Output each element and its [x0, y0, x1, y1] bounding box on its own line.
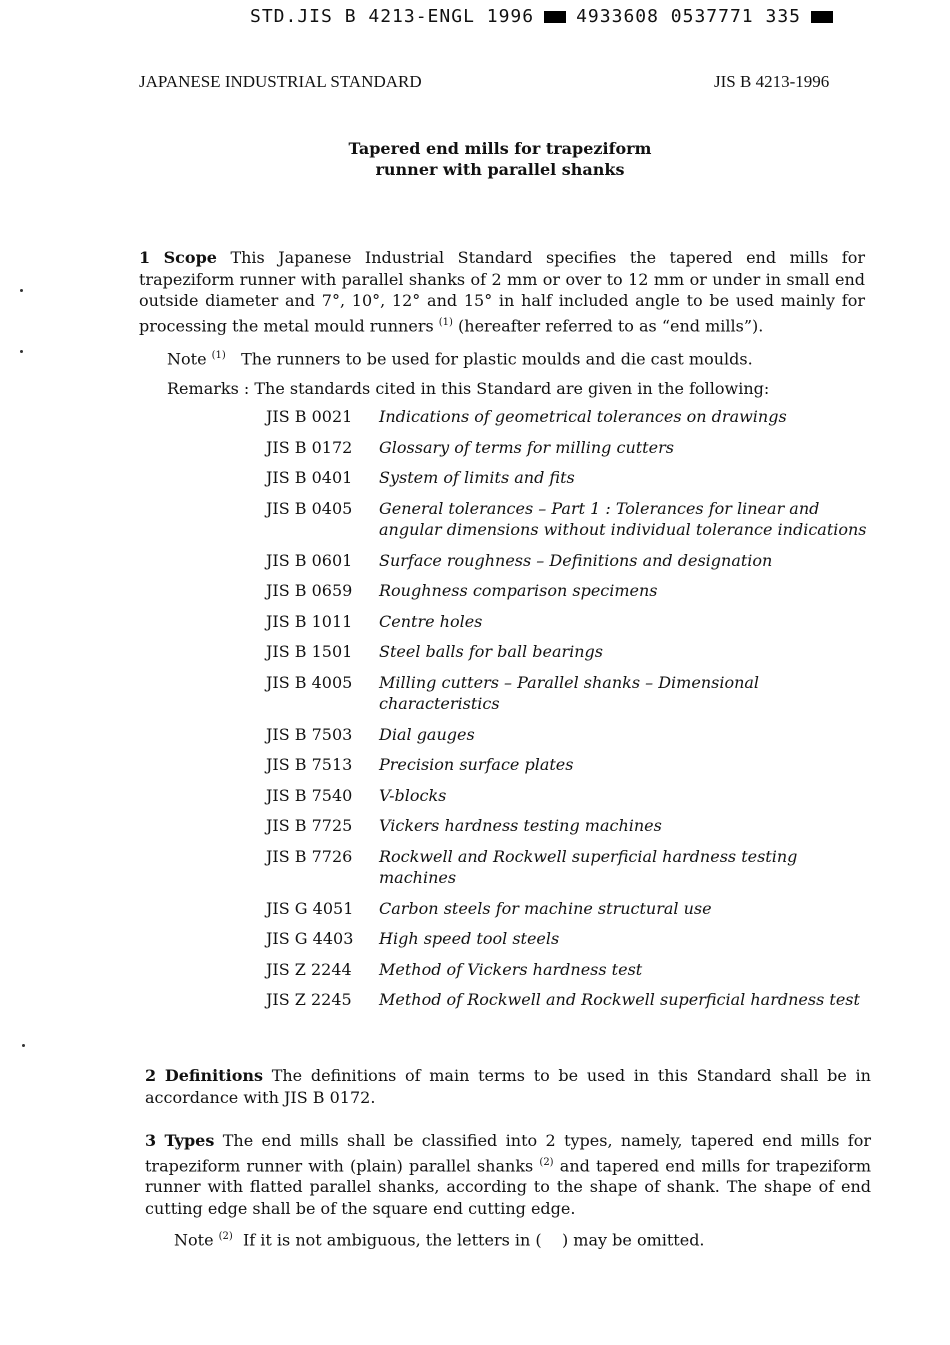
reference-title: Centre holes — [379, 611, 483, 631]
reference-title: V-blocks — [379, 785, 447, 805]
reference-row — [266, 898, 876, 920]
reference-row — [266, 406, 876, 428]
definitions-number: 2 — [145, 1066, 157, 1085]
title-line-1: Tapered end mills for trapeziform — [348, 139, 652, 158]
reference-row — [266, 959, 876, 981]
reference-code: JIS B 0659 — [266, 581, 353, 600]
reference-title: Milling cutters – Parallel shanks – Dimensional characteristics — [379, 672, 760, 713]
reference-row — [266, 611, 876, 633]
reference-title: Surface roughness – Definitions and designation — [379, 550, 773, 570]
remarks-label: Remarks : — [167, 379, 250, 398]
reference-title: Steel balls for ball bearings — [379, 642, 604, 661]
reference-code: JIS B 0405 — [266, 498, 353, 518]
reference-title: General tolerances – Part 1 : Tolerances for linear and angular dimensions without individual tolerance indications — [379, 498, 867, 539]
reference-title: Carbon steels for machine structural use — [379, 898, 712, 918]
stamp-text-2: 4933608 0537771 335 — [576, 6, 801, 27]
reference-code: JIS B 1501 — [266, 642, 353, 661]
reference-code: JIS Z 2244 — [266, 959, 352, 979]
note-2-ref: (2) — [218, 1231, 233, 1242]
reference-code: JIS Z 2245 — [266, 990, 352, 1009]
reference-code: JIS B 7540 — [266, 785, 353, 805]
note-1 — [167, 345, 753, 369]
reference-row — [266, 928, 876, 950]
reference-row — [266, 550, 876, 572]
remarks — [167, 378, 769, 399]
scope-body: This Japanese Industrial Standard specifies the tapered end mills for trapeziform runner with parallel shanks of 2 mm or over to 12 mm or under in small end outside diameter and 7°, 10°, 12° and 15° in half included angle to be used mainly for processing the metal mould runners — [139, 248, 865, 335]
reference-row — [266, 754, 876, 776]
definitions-heading: Definitions — [164, 1066, 264, 1085]
types-body-end: and tapered end mills for trapeziform runner with flatted parallel shanks, according to the shape of shank. The shape of end cutting edge shall be of the square end cutting edge. — [145, 1155, 872, 1218]
reference-code: JIS B 1011 — [266, 611, 353, 631]
remarks-text: The standards cited in this Standard are given in the following: — [254, 379, 770, 398]
reference-title: Precision surface plates — [379, 755, 574, 774]
reference-code: JIS G 4051 — [266, 898, 354, 918]
note-2-label: Note — [174, 1230, 214, 1250]
scope-note-ref: (1) — [438, 316, 453, 328]
reference-title: System of limits and fits — [379, 468, 575, 487]
types-body: The end mills shall be classified into 2 types, namely, tapered end mills for trapeziform runner with (plain) parallel shanks — [145, 1131, 871, 1175]
reference-code: JIS B 4005 — [266, 672, 353, 692]
types-number: 3 — [145, 1131, 157, 1150]
stamp-text-1: STD.JIS B 4213-ENGL 1996 — [250, 6, 535, 27]
reference-title: High speed tool steels — [379, 929, 560, 948]
reference-code: JIS B 7726 — [266, 846, 353, 866]
scan-speck — [22, 1044, 25, 1047]
reference-title: Roughness comparison specimens — [379, 581, 658, 600]
reference-row — [266, 846, 876, 889]
reference-row — [266, 785, 876, 807]
scope-number: 1 — [139, 248, 151, 267]
reference-row — [266, 580, 876, 602]
scope-section — [139, 247, 865, 336]
reference-row — [266, 989, 876, 1011]
scope-body-end: (hereafter referred to as “end mills”). — [458, 315, 764, 335]
reference-row — [266, 641, 876, 663]
reference-title: Indications of geometrical tolerances on drawings — [379, 407, 787, 426]
reference-row — [266, 437, 876, 459]
reference-row — [266, 815, 876, 837]
note-1-ref: (1) — [211, 350, 226, 361]
note-1-label: Note — [167, 349, 207, 369]
referenced-standards-list — [266, 406, 876, 1020]
definitions-section — [145, 1065, 871, 1108]
reference-row — [266, 724, 876, 746]
scan-speck — [20, 289, 23, 292]
reference-code: JIS B 0172 — [266, 437, 353, 457]
note-1-text: The runners to be used for plastic moulds and die cast moulds. — [241, 349, 753, 369]
reference-row — [266, 467, 876, 489]
reference-title: Dial gauges — [379, 724, 475, 744]
reference-code: JIS B 0401 — [266, 468, 353, 487]
types-section — [145, 1130, 871, 1219]
reference-code: JIS B 0601 — [266, 550, 353, 570]
reference-title: Vickers hardness testing machines — [379, 816, 662, 835]
reference-row — [266, 498, 876, 541]
reference-title: Glossary of terms for milling cutters — [379, 437, 674, 457]
note-2 — [174, 1226, 705, 1250]
reference-code: JIS B 7503 — [266, 724, 353, 744]
note-2-text: If it is not ambiguous, the letters in ( ) may be omitted. — [242, 1230, 705, 1250]
reference-title: Method of Rockwell and Rockwell superficial hardness test — [379, 990, 860, 1009]
scope-heading: Scope — [163, 248, 217, 267]
reference-title: Method of Vickers hardness test — [379, 959, 643, 979]
page-title — [300, 138, 700, 180]
reference-title: Rockwell and Rockwell superficial hardness testing machines — [379, 846, 798, 887]
types-heading: Types — [164, 1131, 215, 1150]
header-standard-number: JIS B 4213-1996 — [714, 72, 830, 91]
stamp-block-mark — [544, 11, 566, 23]
stamp-block-mark — [811, 11, 833, 23]
reference-code: JIS B 7725 — [266, 816, 353, 835]
header-standard-label: JAPANESE INDUSTRIAL STANDARD — [139, 72, 422, 91]
types-note-ref: (2) — [539, 1156, 554, 1168]
reference-code: JIS B 0021 — [266, 407, 353, 426]
title-line-2: runner with parallel shanks — [375, 160, 625, 179]
definitions-body: The definitions of main terms to be used in this Standard shall be in accordance with JIS B 0172. — [145, 1066, 871, 1107]
reference-row — [266, 672, 876, 715]
reference-code: JIS B 7513 — [266, 755, 353, 774]
document-stamp-line — [250, 6, 843, 27]
scan-speck — [20, 350, 23, 353]
reference-code: JIS G 4403 — [266, 929, 354, 948]
